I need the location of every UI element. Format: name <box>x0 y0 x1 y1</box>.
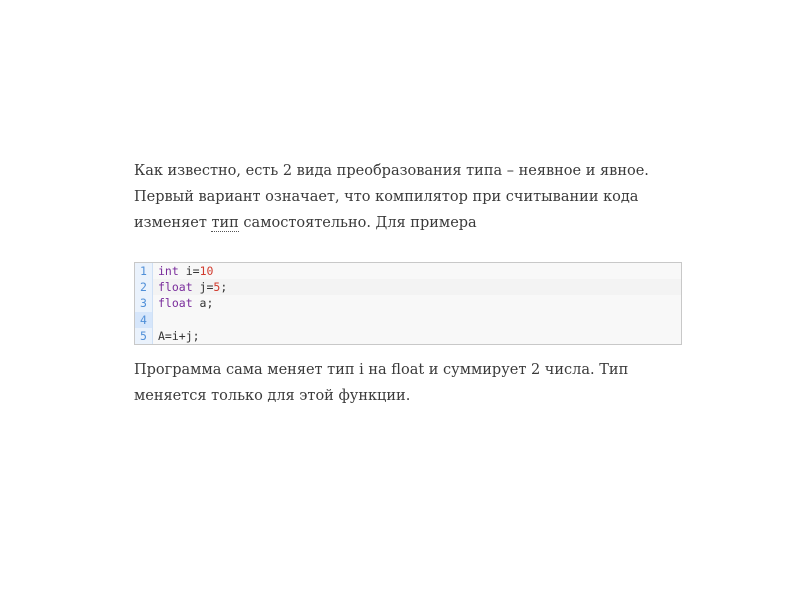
intro-line-3-before: изменяет <box>134 215 212 231</box>
code-line <box>135 279 681 295</box>
outro-line-2: меняется только для этой функции. <box>134 388 411 404</box>
intro-paragraph <box>134 158 694 236</box>
term-link[interactable]: тип <box>211 215 239 231</box>
intro-line-2: Первый вариант означает, что компилятор при считывании кода <box>134 189 639 205</box>
code-punct: ; <box>220 280 228 295</box>
code-line <box>135 328 681 344</box>
code-line <box>135 263 681 279</box>
code-var: i= <box>178 264 200 278</box>
intro-line-3-after: самостоятельно. Для примера <box>238 215 477 231</box>
intro-line-1: Как известно, есть 2 вида преобразования типа – неявное и явное. <box>134 163 649 179</box>
code-text <box>153 312 681 328</box>
line-number: 3 <box>135 295 153 311</box>
code-text <box>153 263 681 279</box>
code-text <box>153 279 681 295</box>
code-keyword: int <box>158 264 179 278</box>
code-block <box>134 262 682 345</box>
outro-paragraph <box>134 357 694 409</box>
code-var: a; <box>192 296 214 311</box>
code-text <box>153 295 681 311</box>
code-keyword: float <box>158 296 193 311</box>
code-keyword: float <box>158 280 193 295</box>
intro-line-3 <box>134 210 694 236</box>
line-number: 5 <box>135 328 153 344</box>
line-number: 2 <box>135 279 153 295</box>
line-number: 1 <box>135 263 153 279</box>
code-line <box>135 295 681 311</box>
code-var: j= <box>192 280 214 295</box>
line-number: 4 <box>135 312 153 328</box>
outro-line-1: Программа сама меняет тип i на float и суммирует 2 числа. Тип <box>134 362 629 378</box>
code-number: 10 <box>199 264 214 278</box>
code-number: 5 <box>213 280 221 295</box>
code-var: A=i+j; <box>158 328 200 343</box>
code-text <box>153 328 681 344</box>
code-line <box>135 312 681 328</box>
